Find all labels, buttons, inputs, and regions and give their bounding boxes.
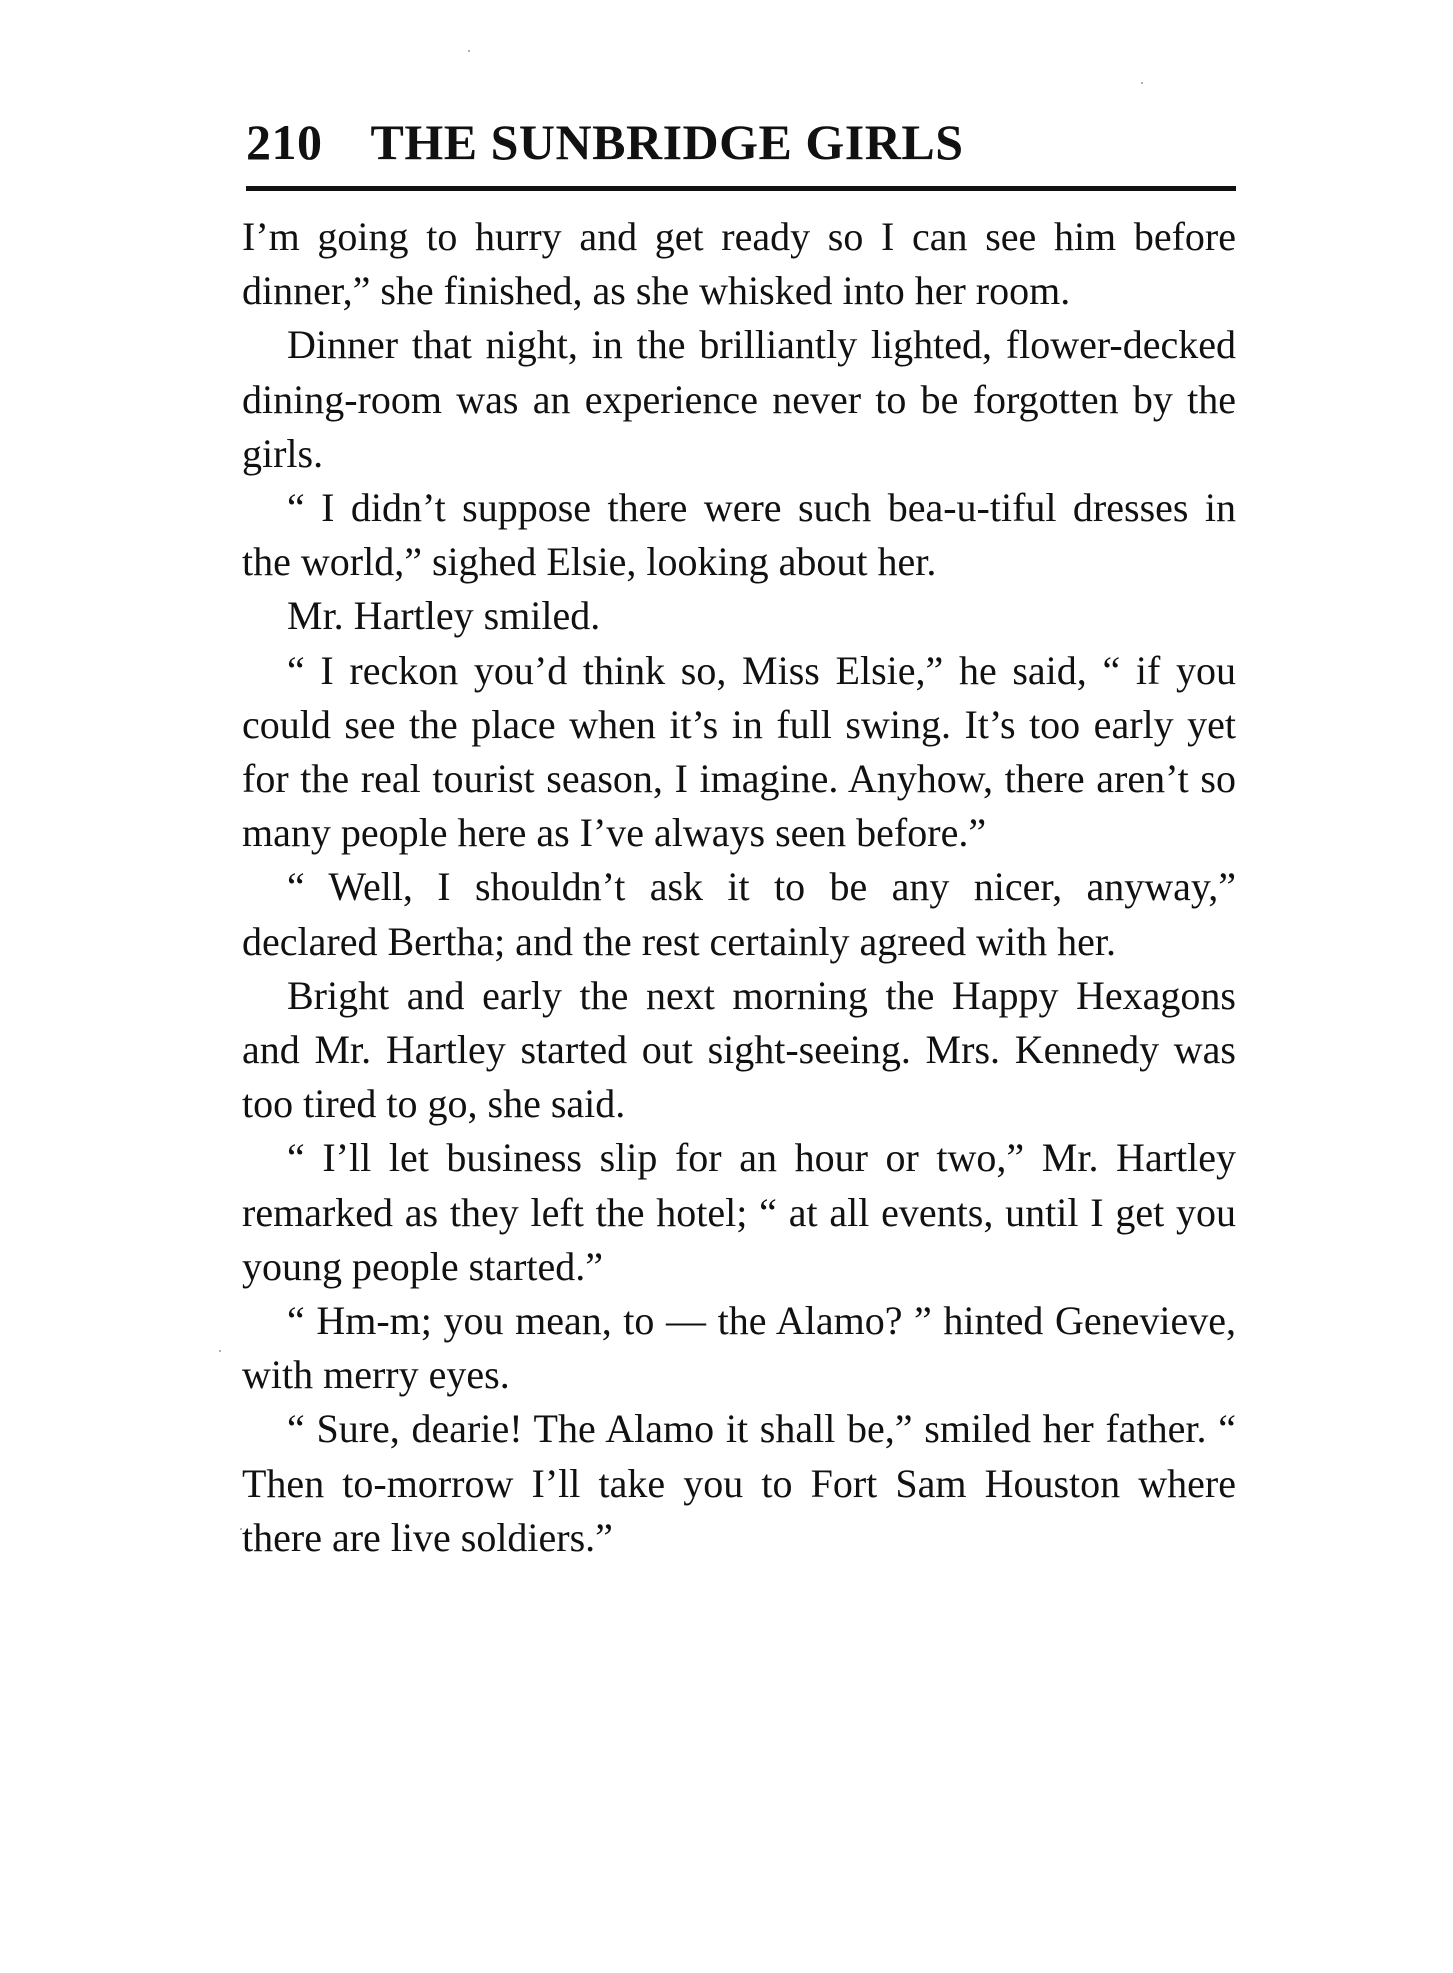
paper-speck — [468, 50, 470, 52]
header-rule — [246, 186, 1236, 191]
paragraph: “ I’ll let business slip for an hour or two,” Mr. Hartley remarked as they left the hotel; “ at all events, until I get you young people started.” — [242, 1135, 1236, 1289]
paragraph: “ Well, I shouldn’t ask it to be any nicer, anyway,” declared Bertha; and the rest certainly agreed with her. — [242, 864, 1236, 964]
paper-speck — [240, 1528, 242, 1530]
paper-speck — [1141, 82, 1143, 84]
paragraph: “ I didn’t suppose there were such bea-u-tiful dresses in the world,” sighed Elsie, looking about her. — [242, 485, 1236, 585]
paragraph: I’m going to hurry and get ready so I can see him before dinner,” she finished, as she whisked into her room. — [242, 214, 1236, 314]
paragraph: Mr. Hartley smiled. — [287, 593, 601, 639]
running-title: THE SUNBRIDGE GIRLS — [370, 114, 964, 170]
paper-speck — [219, 1350, 221, 1352]
body-text — [242, 210, 1236, 1565]
paragraph: “ Sure, dearie! The Alamo it shall be,” smiled her father. “ Then to-morrow I’ll take you to Fort Sam Houston where there are live soldiers.” — [242, 1406, 1236, 1560]
paragraph: “ Hm-m; you mean, to — the Alamo? ” hinted Genevieve, with merry eyes. — [242, 1298, 1236, 1398]
running-header — [246, 102, 1236, 182]
paragraph: “ I reckon you’d think so, Miss Elsie,” he said, “ if you could see the place when it’s in full swing. It’s too early yet for the real tourist season, I imagine. Anyhow, there aren’t so many people here as I’ve always seen before.” — [242, 647, 1236, 856]
paragraph: Bright and early the next morning the Happy Hexagons and Mr. Hartley started out sight-seeing. Mrs. Kennedy was too tired to go, she said. — [242, 972, 1236, 1127]
paragraph: Dinner that night, in the brilliantly lighted, flower-decked dining-room was an experience never to be forgotten by the girls. — [242, 322, 1236, 476]
page-number: 210 — [246, 114, 323, 170]
